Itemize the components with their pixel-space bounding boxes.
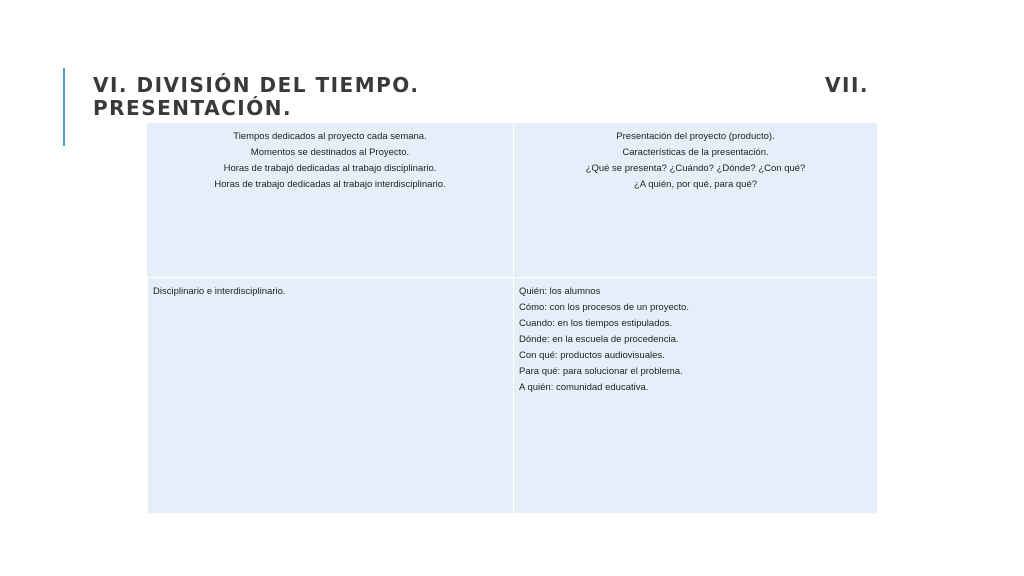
title-section-vii-name: PRESENTACIÓN. [93, 96, 293, 120]
cell-presentation [513, 123, 877, 277]
title-section-vii: VII. [825, 73, 869, 97]
cell-time-division [147, 123, 513, 277]
slide-title [93, 74, 869, 120]
cell-presentation-details [513, 277, 877, 513]
cell-text-line: ¿A quién, por qué, para qué? [633, 179, 758, 190]
title-section-vi: VI. DIVISIÓN DEL TIEMPO. [93, 73, 420, 97]
cell-text-line: Características de la presentación. [622, 147, 769, 158]
cell-text-line: ¿Qué se presenta? ¿Cuándo? ¿Dónde? ¿Con qué? [585, 163, 806, 174]
title-accent-bar [63, 68, 65, 146]
cell-text-line: Dónde: en la escuela de procedencia. [519, 334, 679, 345]
cell-text-line: Disciplinario e interdisciplinario. [153, 286, 286, 297]
content-table [147, 123, 877, 513]
cell-text-line: Cómo: con los procesos de un proyecto. [519, 302, 690, 313]
cell-text-line: Horas de trabajó dedicadas al trabajo disciplinario. [223, 163, 437, 174]
cell-text-line: Quién: los alumnos [519, 286, 601, 297]
cell-text-line: Horas de trabajo dedicadas al trabajo interdisciplinario. [214, 179, 446, 190]
cell-text-line: Tiempos dedicados al proyecto cada semana. [233, 131, 427, 142]
cell-text-line: Cuando: en los tiempos estipulados. [519, 318, 673, 329]
cell-text-line: Presentación del proyecto (producto). [616, 131, 775, 142]
cell-text-line: Con qué: productos audiovisuales. [519, 350, 665, 361]
cell-discipline-type [147, 277, 513, 513]
cell-text-line: Para qué: para solucionar el problema. [519, 366, 683, 377]
cell-text-line: A quién: comunidad educativa. [519, 382, 649, 393]
cell-text-line: Momentos se destinados al Proyecto. [250, 147, 410, 158]
